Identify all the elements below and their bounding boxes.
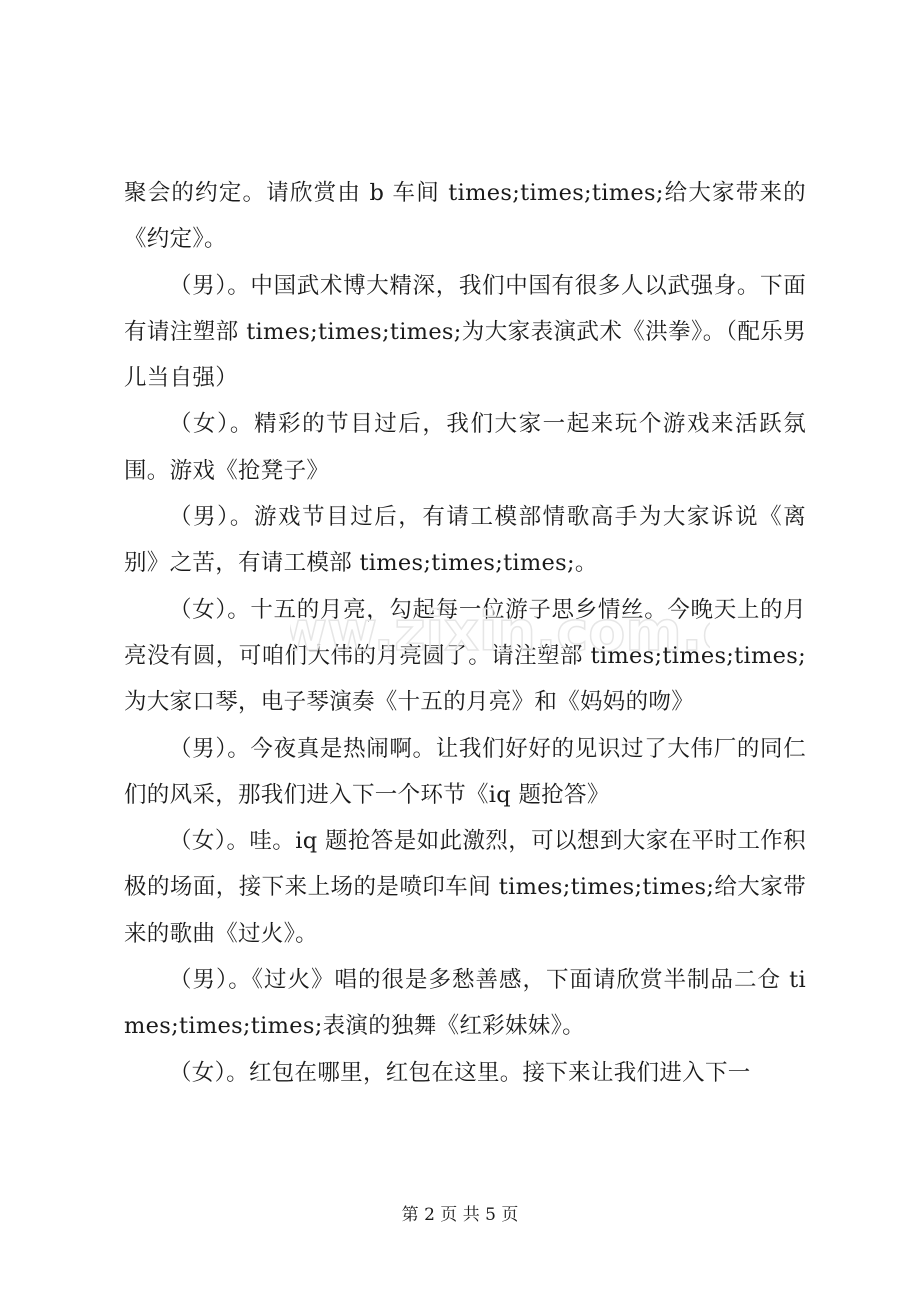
paragraph: （女）。红包在哪里，红包在这里。接下来让我们进入下一 [169,1059,751,1086]
page-footer: 第 2 页 共 5 页 [401,1205,519,1225]
paragraph: （女）。十五的月亮，勾起每一位游子思乡情丝。今晚天上的月亮没有圆，可咱们大伟的月亮圆了。请注塑部 times;times;times;为大家口琴，电子琴演奏《十五的月亮》和《妈妈的吻》 [124,596,806,716]
paragraph: （男）。游戏节目过后，有请工模部情歌高手为大家诉说《离别》之苦，有请工模部 times;times;times;。 [124,504,806,577]
paragraph: （男）。中国武术博大精深，我们中国有很多人以武强身。下面有请注塑部 times;times;times;为大家表演武术《洪拳》。（配乐男儿当自强） [124,272,806,392]
watermark-text: ww.zixin.com. [290,600,703,663]
paragraph: （男）。《过火》唱的很是多愁善感，下面请欣赏半制品二仓 times;times;times;表演的独舞《红彩妹妹》。 [124,967,806,1040]
paragraph: 聚会的约定。请欣赏由 b 车间 times;times;times;给大家带来的《约定》。 [124,180,806,253]
paragraph: （男）。今夜真是热闹啊。让我们好好的见识过了大伟厂的同仁们的风采，那我们进入下一个环节《iq 题抢答》 [124,735,806,808]
document-body [124,170,806,1096]
paragraph: （女）。哇。iq 题抢答是如此激烈，可以想到大家在平时工作积极的场面，接下来上场的是喷印车间 times;times;times;给大家带来的歌曲《过火》。 [124,828,806,947]
paragraph: （女）。精彩的节目过后，我们大家一起来玩个游戏来活跃氛围。游戏《抢凳子》 [124,411,806,484]
